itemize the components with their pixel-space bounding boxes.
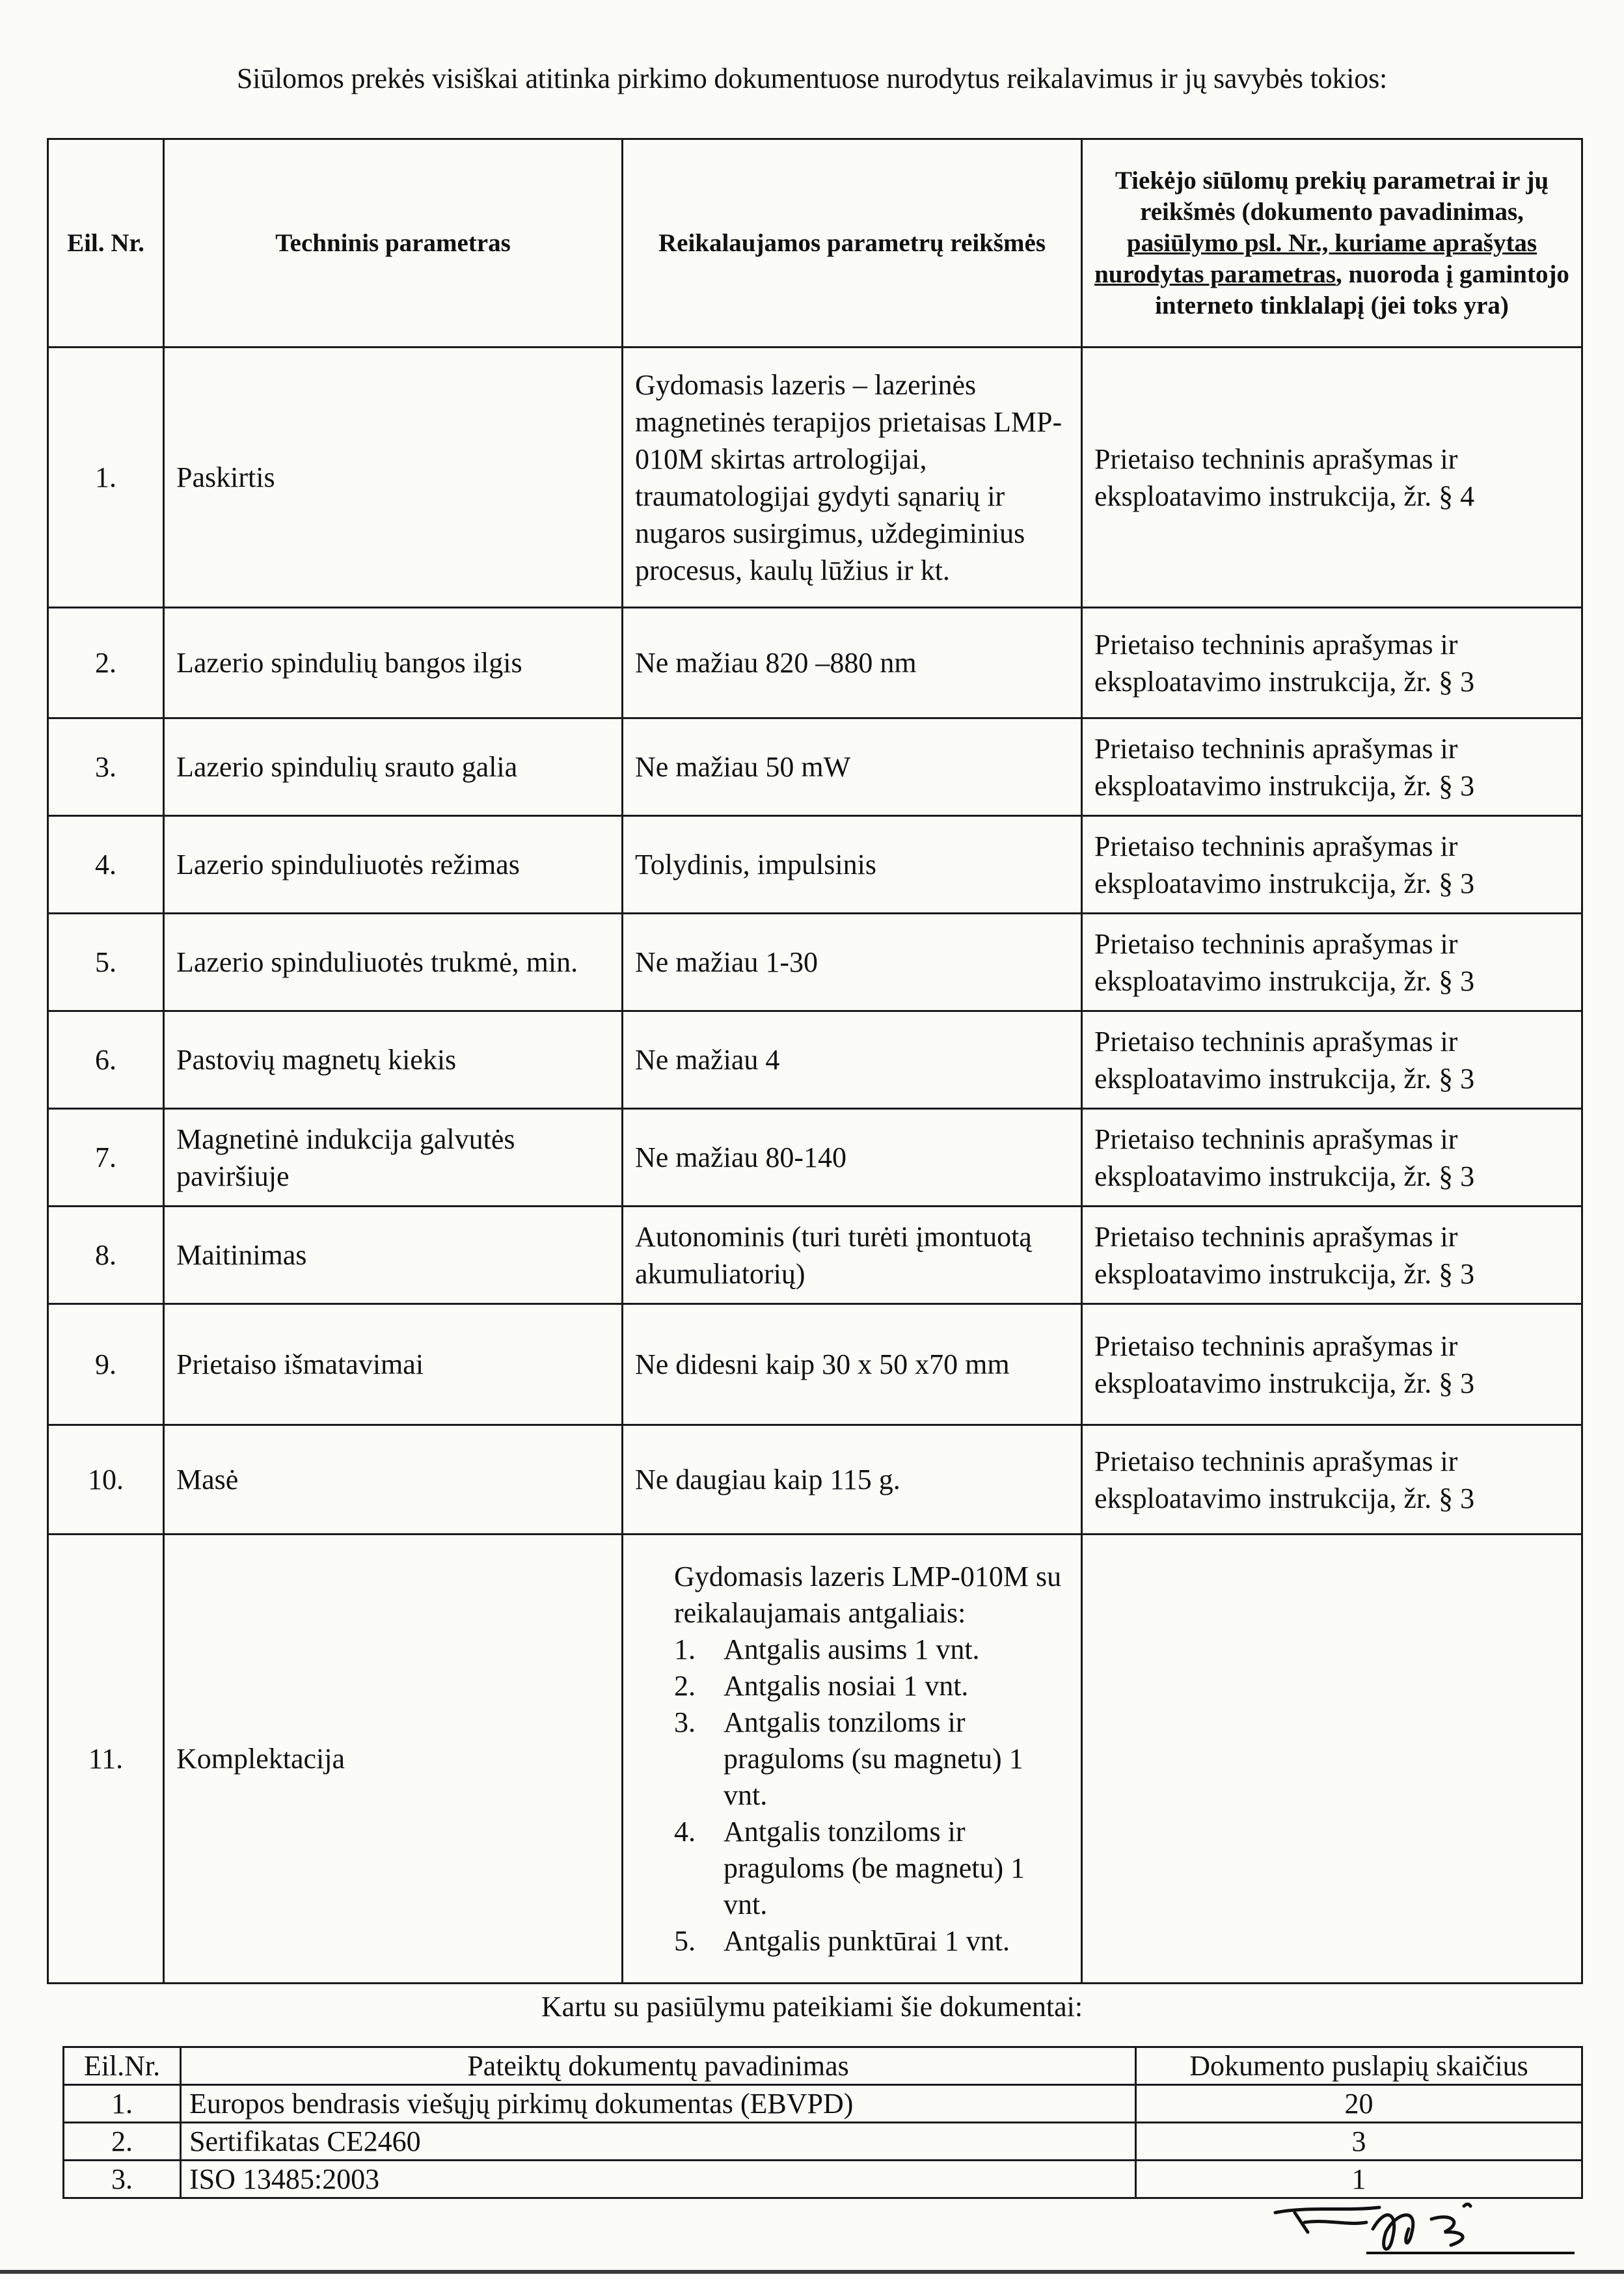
row-nr: 5.	[48, 914, 164, 1011]
row-required-value: Ne didesni kaip 30 x 50 x70 mm	[623, 1304, 1082, 1425]
row-parameter: Maitinimas	[164, 1207, 623, 1304]
header-nr: Eil. Nr.	[48, 139, 164, 348]
docs-row-pages: 20	[1136, 2085, 1582, 2123]
row-nr: 6.	[48, 1011, 164, 1109]
row-parameter: Lazerio spinduliuotės režimas	[164, 816, 623, 914]
docs-row-pages: 1	[1136, 2161, 1582, 2198]
row-required-value: Tolydinis, impulsinis	[623, 816, 1082, 914]
row-required-value: Gydomasis lazeris – lazerinės magnetinės terapijos prietaisas LMP-010M skirtas artrologijai, traumatologijai gydyti sąnarių ir nugaros susirgimus, uždegiminius procesus, kaulų lūžius ir kt.	[623, 348, 1082, 608]
docs-row-nr: 2.	[64, 2123, 181, 2161]
table-row	[48, 608, 1582, 718]
row-nr: 8.	[48, 1207, 164, 1304]
docs-row-name: Sertifikatas CE2460	[181, 2123, 1136, 2161]
docs-row-pages: 3	[1136, 2123, 1582, 2161]
row-parameter: Masė	[164, 1425, 623, 1535]
row-required-value: Ne mažiau 820 –880 nm	[623, 608, 1082, 718]
technical-parameters-table	[47, 138, 1583, 1984]
row-parameter: Komplektacija	[164, 1535, 623, 1984]
row-parameter: Lazerio spindulių srauto galia	[164, 718, 623, 816]
row-offered-value: Prietaiso techninis aprašymas ir eksploatavimo instrukcija, žr. § 3	[1082, 718, 1582, 816]
table-row-kit	[48, 1535, 1582, 1984]
row-required-value: Ne mažiau 50 mW	[623, 718, 1082, 816]
row-required-value: Ne mažiau 80-140	[623, 1109, 1082, 1207]
row-offered-value: Prietaiso techninis aprašymas ir eksploatavimo instrukcija, žr. § 3	[1082, 914, 1582, 1011]
table-row	[48, 1425, 1582, 1535]
docs-header-pages: Dokumento puslapių skaičius	[1136, 2047, 1582, 2085]
list-item: 3. Antgalis tonziloms ir praguloms (su magnetu) 1 vnt.	[674, 1706, 1023, 1811]
kit-intro: Gydomasis lazeris LMP-010M su reikalaujamais antgaliais:	[674, 1560, 1062, 1629]
row-offered-value: Prietaiso techninis aprašymas ir eksploatavimo instrukcija, žr. § 3	[1082, 1425, 1582, 1535]
table-row	[48, 1109, 1582, 1207]
row-offered-value: Prietaiso techninis aprašymas ir eksploatavimo instrukcija, žr. § 4	[1082, 348, 1582, 608]
row-parameter: Magnetinė indukcija galvutės paviršiuje	[164, 1109, 623, 1207]
table-row	[48, 718, 1582, 816]
row-nr: 10.	[48, 1425, 164, 1535]
kit-list	[635, 1631, 1069, 1959]
list-item: 4. Antgalis tonziloms ir praguloms (be magnetu) 1 vnt.	[674, 1815, 1025, 1920]
row-parameter: Paskirtis	[164, 348, 623, 608]
row-offered-value: Prietaiso techninis aprašymas ir eksploatavimo instrukcija, žr. § 3	[1082, 1011, 1582, 1109]
table-row	[48, 1304, 1582, 1425]
row-parameter: Pastovių magnetų kiekis	[164, 1011, 623, 1109]
row-parameter: Lazerio spindulių bangos ilgis	[164, 608, 623, 718]
row-required-value: Ne mažiau 1-30	[623, 914, 1082, 1011]
row-required-value: Autonominis (turi turėti įmontuotą akumuliatorių)	[623, 1207, 1082, 1304]
row-offered-value	[1082, 1535, 1582, 1984]
docs-header-name: Pateiktų dokumentų pavadinimas	[181, 2047, 1136, 2085]
row-nr: 11.	[48, 1535, 164, 1984]
row-offered-value: Prietaiso techninis aprašymas ir eksploatavimo instrukcija, žr. § 3	[1082, 1109, 1582, 1207]
row-nr: 4.	[48, 816, 164, 914]
row-required-value: Ne daugiau kaip 115 g.	[623, 1425, 1082, 1535]
documents-caption: Kartu su pasiūlymu pateikiami šie dokumentai:	[541, 1991, 1083, 2023]
row-nr: 9.	[48, 1304, 164, 1425]
documents-table	[62, 2046, 1583, 2199]
header-offer-underlined: pasiūlymo psl. Nr., kuriame aprašytas nurodytas parametras	[1094, 228, 1537, 288]
row-offered-value: Prietaiso techninis aprašymas ir eksploatavimo instrukcija, žr. § 3	[1082, 1207, 1582, 1304]
docs-row-name: ISO 13485:2003	[181, 2161, 1136, 2198]
row-parameter: Lazerio spinduliuotės trukmė, min.	[164, 914, 623, 1011]
list-item: 2. Antgalis nosiai 1 vnt.	[674, 1669, 969, 1702]
docs-row	[64, 2085, 1582, 2123]
table-header-row	[48, 139, 1582, 348]
header-offered-values	[1082, 139, 1582, 348]
row-nr: 2.	[48, 608, 164, 718]
row-required-value: Ne mažiau 4	[623, 1011, 1082, 1109]
bottom-border-line	[0, 2270, 1624, 2274]
row-parameter: Prietaiso išmatavimai	[164, 1304, 623, 1425]
row-nr: 7.	[48, 1109, 164, 1207]
row-nr: 3.	[48, 718, 164, 816]
list-item: 5. Antgalis punktūrai 1 vnt.	[674, 1924, 1010, 1957]
docs-header-nr: Eil.Nr.	[64, 2047, 181, 2085]
table-row	[48, 1011, 1582, 1109]
table-row	[48, 1207, 1582, 1304]
row-offered-value: Prietaiso techninis aprašymas ir eksploatavimo instrukcija, žr. § 3	[1082, 816, 1582, 914]
table-row	[48, 348, 1582, 608]
row-offered-value: Prietaiso techninis aprašymas ir eksploatavimo instrukcija, žr. § 3	[1082, 1304, 1582, 1425]
row-required-value	[623, 1535, 1082, 1984]
row-nr: 1.	[48, 348, 164, 608]
list-item: 1. Antgalis ausims 1 vnt.	[674, 1633, 980, 1665]
docs-header-row	[64, 2047, 1582, 2085]
header-required-values: Reikalaujamos parametrų reikšmės	[623, 139, 1082, 348]
header-parameter: Techninis parametras	[164, 139, 623, 348]
docs-row-nr: 3.	[64, 2161, 181, 2198]
header-offer-part-b: , nuoroda į gamintojo interneto tinklalapį (jei toks yra)	[1155, 260, 1569, 320]
table-row	[48, 816, 1582, 914]
docs-row	[64, 2161, 1582, 2198]
intro-text: Siūlomos prekės visiškai atitinka pirkimo dokumentuose nurodytus reikalavimus ir jų savybės tokios:	[236, 62, 1388, 94]
table-row	[48, 914, 1582, 1011]
docs-row-name: Europos bendrasis viešųjų pirkimų dokumentas (EBVPD)	[181, 2085, 1136, 2123]
docs-row	[64, 2123, 1582, 2161]
row-offered-value: Prietaiso techninis aprašymas ir eksploatavimo instrukcija, žr. § 3	[1082, 608, 1582, 718]
handwritten-signature	[1269, 2193, 1581, 2265]
header-offer-part-a: Tiekėjo siūlomų prekių parametrai ir jų reikšmės (dokumento pavadinimas,	[1115, 166, 1549, 226]
docs-row-nr: 1.	[64, 2085, 181, 2123]
